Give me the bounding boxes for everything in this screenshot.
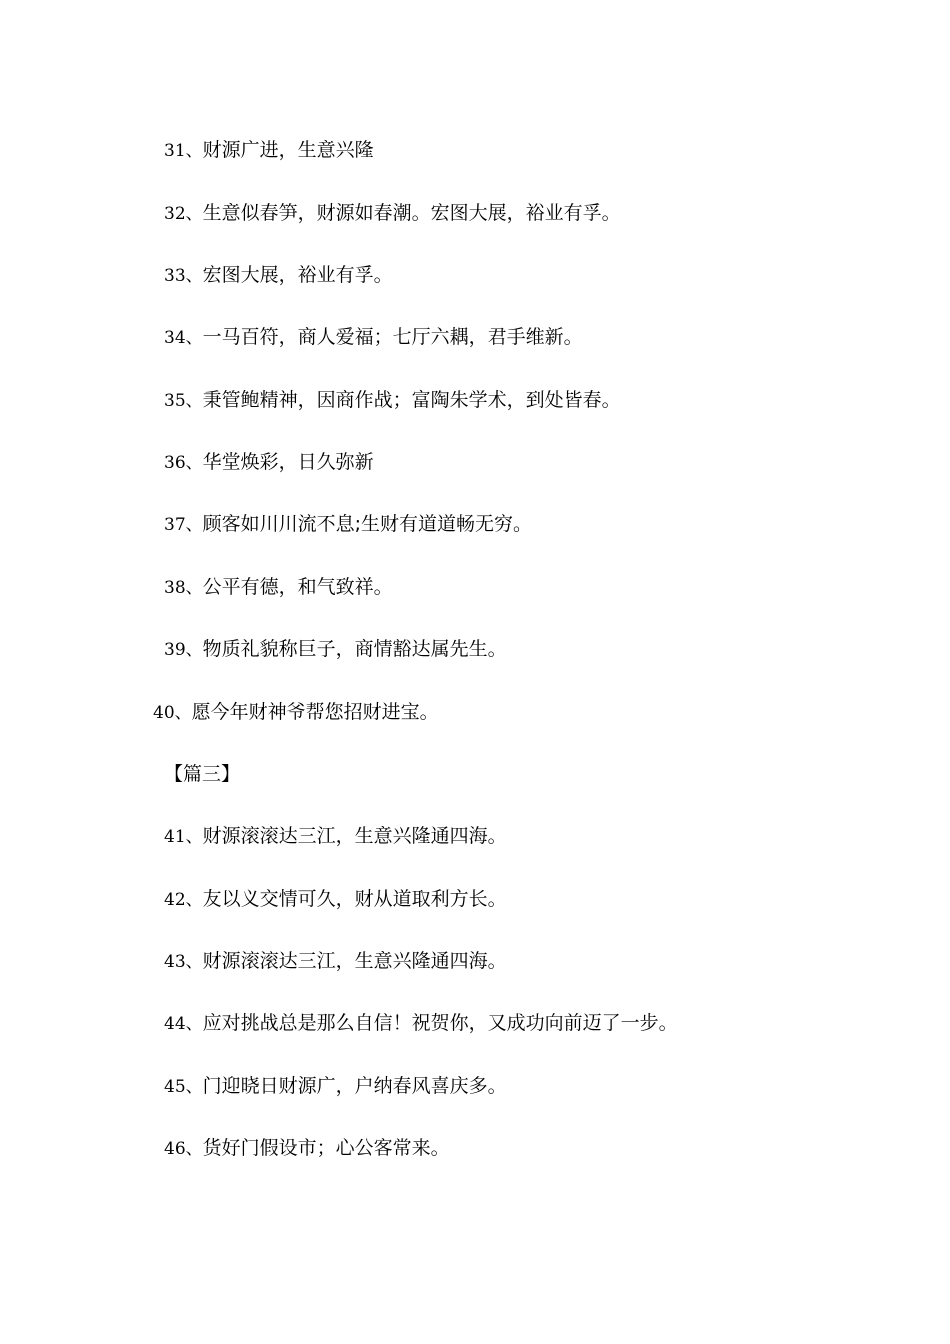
item-text: 财源广进，生意兴隆 xyxy=(202,139,374,161)
item-text: 愿今年财神爷帮您招财进宝。 xyxy=(191,701,439,723)
list-item xyxy=(164,821,507,851)
list-item xyxy=(164,1133,450,1163)
list-item xyxy=(164,198,621,228)
item-number: 39、 xyxy=(164,640,203,660)
item-text: 物质礼貌称巨子，商情豁达属先生。 xyxy=(202,638,507,660)
item-text: 友以义交情可久，财从道取利方长。 xyxy=(202,888,507,910)
item-number: 41、 xyxy=(164,827,203,847)
item-text: 财源滚滚达三江，生意兴隆通四海。 xyxy=(202,950,507,972)
item-text: 应对挑战总是那么自信！祝贺你，又成功向前迈了一步。 xyxy=(202,1012,678,1034)
list-item xyxy=(164,385,621,415)
list-item xyxy=(164,946,507,976)
item-text: 秉管鲍精神，因商作战；富陶朱学术，到处皆春。 xyxy=(202,389,621,411)
list-item xyxy=(164,509,532,539)
item-number: 31、 xyxy=(164,141,203,161)
item-text: 生意似春笋，财源如春潮。宏图大展，裕业有孚。 xyxy=(202,202,621,224)
item-number: 42、 xyxy=(164,890,203,910)
list-item xyxy=(153,697,439,727)
list-item xyxy=(164,572,393,602)
item-text: 宏图大展，裕业有孚。 xyxy=(202,264,393,286)
item-number: 37、 xyxy=(164,515,203,535)
item-number: 43、 xyxy=(164,952,203,972)
section-heading: 【篇三】 xyxy=(164,763,241,785)
list-item xyxy=(164,322,583,352)
list-item xyxy=(164,447,374,477)
item-number: 45、 xyxy=(164,1077,203,1097)
item-number: 36、 xyxy=(164,453,203,473)
item-number: 34、 xyxy=(164,328,203,348)
list-item xyxy=(164,884,507,914)
item-number: 33、 xyxy=(164,266,203,286)
item-text: 门迎晓日财源广，户纳春风喜庆多。 xyxy=(202,1075,507,1097)
list-item xyxy=(164,260,393,290)
item-number: 35、 xyxy=(164,391,203,411)
item-number: 38、 xyxy=(164,578,203,598)
list-item xyxy=(164,1008,678,1038)
item-number: 44、 xyxy=(164,1014,203,1034)
item-text: 财源滚滚达三江，生意兴隆通四海。 xyxy=(202,825,507,847)
item-text: 一马百符，商人爱福；七厅六耦，君手维新。 xyxy=(202,326,583,348)
item-number: 40、 xyxy=(153,703,192,723)
list-item xyxy=(164,634,507,664)
item-text: 货好门假设市；心公客常来。 xyxy=(202,1137,450,1159)
item-text: 华堂焕彩，日久弥新 xyxy=(202,451,374,473)
item-text: 公平有德，和气致祥。 xyxy=(202,576,393,598)
list-item xyxy=(164,1071,507,1101)
item-number: 46、 xyxy=(164,1139,203,1159)
item-text: 顾客如川川流不息;生财有道道畅无穷。 xyxy=(202,513,533,535)
list-item xyxy=(164,135,374,165)
item-number: 32、 xyxy=(164,204,203,224)
